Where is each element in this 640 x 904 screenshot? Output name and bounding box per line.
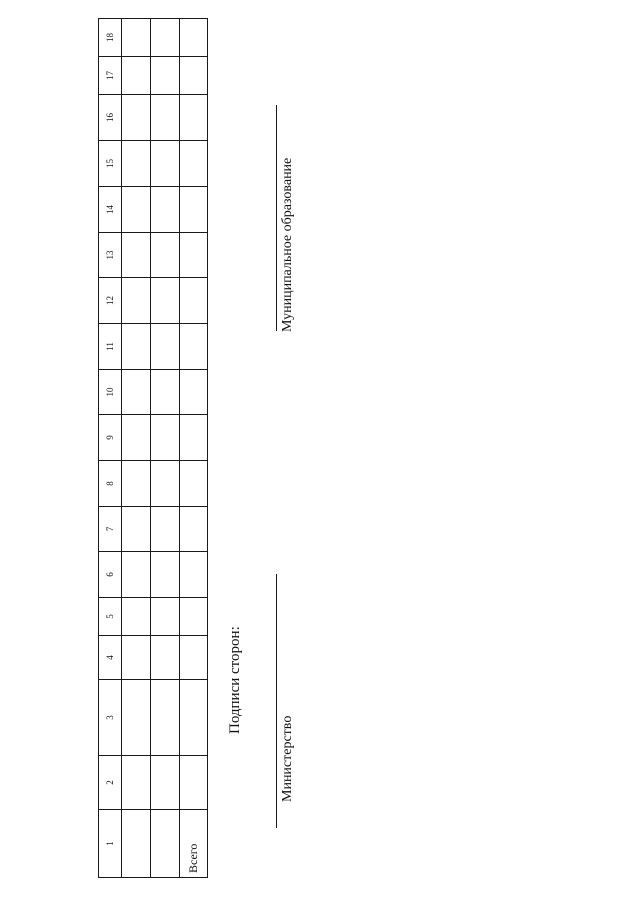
table-cell <box>180 187 208 233</box>
column-header: 18 <box>99 19 122 57</box>
table-cell <box>180 233 208 278</box>
table-cell <box>122 324 151 370</box>
table-cell <box>180 370 208 415</box>
table-cell <box>151 19 180 57</box>
table-cell <box>122 278 151 324</box>
table-cell <box>122 598 151 636</box>
column-header: 12 <box>99 278 122 324</box>
table-cell <box>151 810 180 878</box>
table-cell <box>122 636 151 680</box>
total-row-label: Всего <box>180 810 208 878</box>
column-header: 15 <box>99 141 122 187</box>
table-cell <box>122 187 151 233</box>
column-header: 5 <box>99 598 122 636</box>
column-header: 11 <box>99 324 122 370</box>
column-header: 14 <box>99 187 122 233</box>
table-cell <box>122 370 151 415</box>
table-cell <box>180 636 208 680</box>
table-row <box>122 19 151 878</box>
column-header: 17 <box>99 57 122 95</box>
table-cell <box>180 598 208 636</box>
column-header: 13 <box>99 233 122 278</box>
signature-line-ministry <box>276 574 277 828</box>
table-cell <box>122 19 151 57</box>
column-header: 8 <box>99 461 122 507</box>
table-cell <box>151 756 180 810</box>
table-cell <box>180 278 208 324</box>
table-cell <box>151 324 180 370</box>
table-cell <box>180 324 208 370</box>
table-cell <box>180 756 208 810</box>
table-cell <box>151 57 180 95</box>
column-header: 3 <box>99 680 122 756</box>
column-header: 10 <box>99 370 122 415</box>
table-cell <box>122 95 151 141</box>
table-cell <box>122 810 151 878</box>
table-cell <box>151 415 180 461</box>
table-cell <box>122 141 151 187</box>
table-cell <box>122 507 151 552</box>
column-header: 1 <box>99 810 122 878</box>
table-cell <box>122 680 151 756</box>
column-header: 7 <box>99 507 122 552</box>
table-cell <box>180 552 208 598</box>
signature-caption-municipality: Муниципальное образование <box>280 157 295 332</box>
table-cell <box>122 461 151 507</box>
column-header: 4 <box>99 636 122 680</box>
table-cell <box>180 141 208 187</box>
table-cell <box>122 756 151 810</box>
table-cell <box>151 507 180 552</box>
header-row <box>99 19 122 878</box>
table-cell <box>180 19 208 57</box>
table-cell <box>122 57 151 95</box>
data-table <box>98 18 208 878</box>
table-cell <box>122 552 151 598</box>
table-cell <box>151 95 180 141</box>
table-cell <box>180 680 208 756</box>
table-cell <box>151 141 180 187</box>
column-header: 6 <box>99 552 122 598</box>
table-cell <box>180 507 208 552</box>
table-cell <box>151 187 180 233</box>
column-header: 9 <box>99 415 122 461</box>
table-cell <box>151 233 180 278</box>
table-cell <box>151 598 180 636</box>
signatures-heading: Подписи сторон: <box>227 626 243 734</box>
table-cell <box>122 233 151 278</box>
table-cell <box>151 636 180 680</box>
table-cell <box>151 680 180 756</box>
table-cell <box>122 415 151 461</box>
column-header: 16 <box>99 95 122 141</box>
table-cell <box>180 95 208 141</box>
table-cell <box>151 461 180 507</box>
column-header: 2 <box>99 756 122 810</box>
table-row <box>151 19 180 878</box>
table-cell <box>151 370 180 415</box>
table-cell <box>180 461 208 507</box>
table-cell <box>180 57 208 95</box>
table-cell <box>180 415 208 461</box>
signature-caption-ministry: Министерство <box>280 715 295 802</box>
total-row <box>180 19 208 878</box>
table-cell <box>151 278 180 324</box>
signature-line-municipality <box>276 105 277 331</box>
table-cell <box>151 552 180 598</box>
